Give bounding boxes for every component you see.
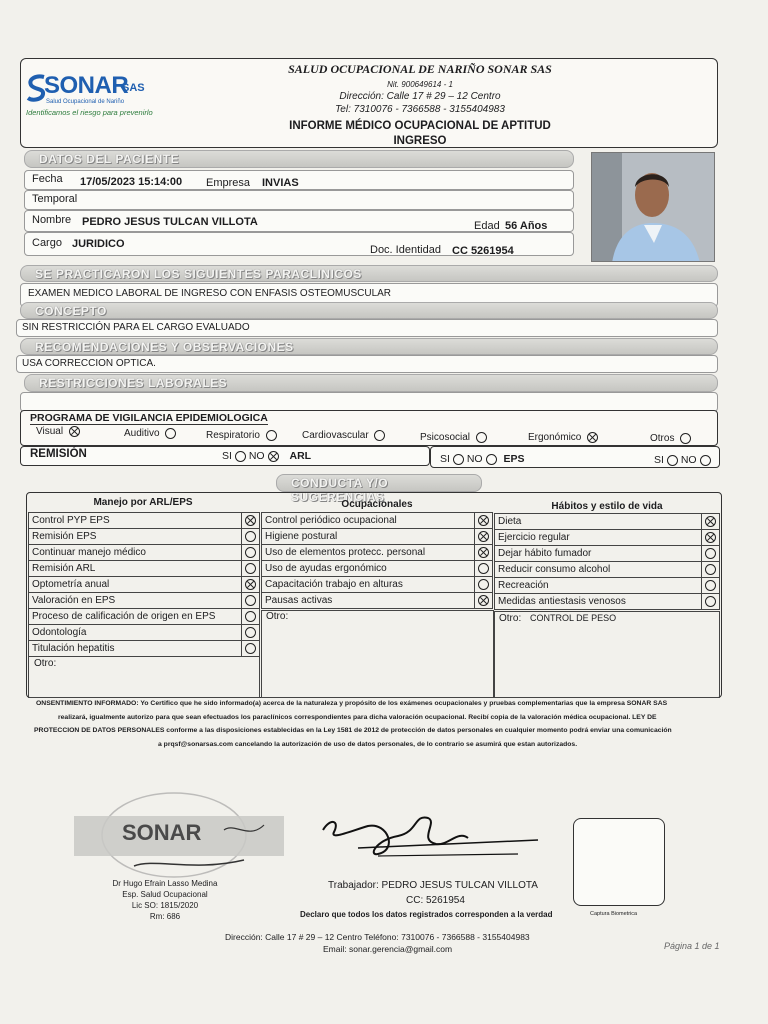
table-row bbox=[29, 609, 260, 625]
table-cell-label: Optometría anual bbox=[29, 577, 242, 593]
table-cell-label: Remisión EPS bbox=[29, 529, 242, 545]
worker-signature-strokes bbox=[318, 810, 548, 870]
col3-otro-value: CONTROL DE PESO bbox=[530, 613, 617, 623]
table-cell-check bbox=[242, 577, 260, 593]
table-cell-check bbox=[702, 562, 720, 578]
conducta-band bbox=[276, 474, 482, 504]
table-cell-check bbox=[242, 625, 260, 641]
remision-arl-label: ARL bbox=[289, 450, 312, 462]
pve-item-cardiovascular bbox=[302, 430, 385, 441]
table-cell-label: Continuar manejo médico bbox=[29, 545, 242, 561]
company-nit: Nit. 900649614 - 1 bbox=[387, 80, 453, 89]
worker-declaration: Declaro que todos los datos registrados corresponden a la verdad bbox=[300, 910, 553, 919]
table-row bbox=[29, 577, 260, 593]
fecha-value: 17/05/2023 15:14:00 bbox=[80, 176, 183, 188]
logo-subtitle: Salud Ocupacional de Nariño bbox=[46, 99, 125, 105]
table-cell-check bbox=[242, 609, 260, 625]
restricciones-band bbox=[24, 374, 718, 392]
pve-item-label: Auditivo bbox=[124, 428, 160, 440]
empty-circle-icon[interactable] bbox=[245, 547, 256, 558]
empresa-value: INVIAS bbox=[262, 177, 299, 189]
paraclinicos-band bbox=[20, 265, 718, 282]
pve-item-visual bbox=[36, 426, 80, 437]
remision-eps-label: EPS bbox=[503, 453, 525, 465]
table-row bbox=[29, 513, 260, 529]
cargo-label: Cargo bbox=[32, 237, 62, 249]
col3-header: Hábitos y estilo de vida bbox=[551, 501, 663, 512]
col2-otro-label: Otro: bbox=[266, 611, 289, 622]
table-cell-check bbox=[702, 530, 720, 546]
table-cell-check bbox=[702, 594, 720, 610]
table-cell-label: Control PYP EPS bbox=[29, 513, 242, 529]
fecha-label: Fecha bbox=[32, 173, 63, 185]
table-cell-label: Control periódico ocupacional bbox=[262, 513, 475, 529]
recomendaciones-value: USA CORRECCION OPTICA. bbox=[22, 358, 156, 369]
table-cell-label: Ejercicio regular bbox=[495, 530, 702, 546]
logo-suffix: SAS bbox=[122, 82, 145, 94]
footer-email: Email: sonar.gerencia@gmail.com bbox=[323, 944, 453, 954]
consent-line-2: realizará, igualmente autorizo para que sean efectuados los paraclínicos correspondientes para dicha valoración ocupacional. Recibí copia de la valoración médica ocupacional. LEY DE bbox=[58, 714, 657, 721]
edad-value: 56 Años bbox=[505, 220, 548, 232]
remision-eps-si-check[interactable] bbox=[453, 454, 464, 465]
biometric-label: Captura Biometrica bbox=[590, 911, 638, 917]
report-title: INFORME MÉDICO OCUPACIONAL DE APTITUD bbox=[289, 120, 551, 132]
empty-circle-icon[interactable] bbox=[705, 596, 716, 607]
concepto-band bbox=[20, 302, 718, 319]
doctor-seal bbox=[74, 780, 284, 880]
concepto-title: CONCEPTO bbox=[35, 304, 107, 318]
conducta-title: CONDUCTA Y/O SUGERENCIAS bbox=[291, 476, 389, 504]
table-cell-check bbox=[242, 513, 260, 529]
remision-label: REMISIÓN bbox=[30, 448, 87, 460]
biometric-box bbox=[573, 818, 665, 906]
remision-si-label: SI bbox=[654, 454, 664, 466]
table-row bbox=[29, 641, 260, 657]
nombre-label: Nombre bbox=[32, 214, 72, 226]
table-cell-check bbox=[475, 593, 493, 609]
table-row bbox=[262, 545, 493, 561]
table-cell-label: Pausas activas bbox=[262, 593, 475, 609]
pve-respiratorio-check[interactable] bbox=[266, 430, 277, 441]
pve-item-otros bbox=[650, 433, 691, 444]
table-cell-label: Proceso de calificación de origen en EPS bbox=[29, 609, 242, 625]
doctor-name: Dr Hugo Efrain Lasso Medina bbox=[112, 879, 218, 888]
pve-item-label: Respiratorio bbox=[206, 430, 260, 442]
table-cell-label: Valoración en EPS bbox=[29, 593, 242, 609]
empty-circle-icon[interactable] bbox=[245, 627, 256, 638]
table-row bbox=[29, 625, 260, 641]
edad-label: Edad bbox=[474, 220, 500, 232]
empty-circle-icon[interactable] bbox=[245, 595, 256, 606]
empty-circle-icon[interactable] bbox=[245, 643, 256, 654]
col1-otro-box bbox=[28, 656, 260, 698]
nombre-value: PEDRO JESUS TULCAN VILLOTA bbox=[82, 216, 258, 228]
doctor-seal-stamp bbox=[74, 780, 284, 880]
table-cell-check bbox=[242, 593, 260, 609]
pve-visual-check[interactable] bbox=[69, 426, 80, 437]
pve-item-label: Psicosocial bbox=[420, 432, 471, 444]
consent-line-1: ONSENTIMIENTO INFORMADO: Yo Certifico que he sido informado(a) acerca de la naturaleza y propósito de los exámenes ocupacionales y pruebas complementarias que la empresa SONAR SAS bbox=[36, 700, 668, 707]
remision-extra-si-check[interactable] bbox=[667, 455, 678, 466]
patient-photo-figure bbox=[592, 153, 715, 262]
pve-title: PROGRAMA DE VIGILANCIA EPIDEMIOLOGICA bbox=[30, 412, 268, 424]
table-cell-check bbox=[242, 529, 260, 545]
table-row bbox=[495, 578, 720, 594]
table-row bbox=[495, 530, 720, 546]
col2-header: Ocupacionales bbox=[341, 499, 413, 510]
report-type: INGRESO bbox=[393, 135, 447, 147]
conducta-col2-table bbox=[261, 512, 493, 609]
remision-extra-options bbox=[654, 454, 711, 466]
table-row bbox=[495, 514, 720, 530]
col3-otro-label: Otro: bbox=[499, 613, 522, 624]
svg-text:SONAR: SONAR bbox=[122, 820, 202, 845]
col2-otro-box bbox=[261, 610, 494, 698]
table-cell-check bbox=[475, 561, 493, 577]
table-cell-check bbox=[702, 514, 720, 530]
doctor-rm: Rm: 686 bbox=[149, 912, 181, 921]
logo-tagline: Identificamos el riesgo para prevenirlo bbox=[26, 108, 153, 117]
patient-section-band bbox=[24, 150, 574, 168]
remision-no-label: NO bbox=[248, 450, 265, 462]
table-cell-check bbox=[702, 578, 720, 594]
table-row bbox=[29, 561, 260, 577]
table-cell-check bbox=[475, 545, 493, 561]
table-cell-check bbox=[475, 577, 493, 593]
remision-arl-no-check[interactable] bbox=[268, 451, 279, 462]
checked-circle-icon[interactable] bbox=[245, 515, 256, 526]
pve-item-label: Cardiovascular bbox=[302, 430, 369, 442]
checked-circle-icon[interactable] bbox=[245, 579, 256, 590]
empty-circle-icon[interactable] bbox=[245, 611, 256, 622]
restricciones-box bbox=[20, 392, 718, 412]
table-cell-label: Dejar hábito fumador bbox=[495, 546, 702, 562]
pve-auditivo-check[interactable] bbox=[165, 428, 176, 439]
remision-no-label: NO bbox=[680, 454, 697, 466]
table-cell-label: Uso de elementos protecc. personal bbox=[262, 545, 475, 561]
table-cell-label: Medidas antiestasis venosos bbox=[495, 594, 702, 610]
sonar-logo bbox=[26, 70, 156, 130]
empty-circle-icon[interactable] bbox=[705, 564, 716, 575]
pve-item-respiratorio bbox=[206, 430, 277, 441]
footer-address: Dirección: Calle 17 # 29 – 12 Centro Teléfono: 7310076 - 7366588 - 3155404983 bbox=[225, 932, 530, 942]
remision-arl-si-check[interactable] bbox=[235, 451, 246, 462]
doc-label: Doc. Identidad bbox=[370, 244, 441, 256]
remision-si-label: SI bbox=[222, 450, 232, 462]
table-row bbox=[29, 593, 260, 609]
empty-circle-icon[interactable] bbox=[705, 548, 716, 559]
table-row bbox=[495, 546, 720, 562]
restricciones-title: RESTRICCIONES LABORALES bbox=[39, 376, 228, 390]
doctor-specialty: Esp. Salud Ocupacional bbox=[122, 890, 208, 899]
conducta-col1-table bbox=[28, 512, 260, 657]
empty-circle-icon[interactable] bbox=[245, 531, 256, 542]
patient-section-title: DATOS DEL PACIENTE bbox=[39, 152, 180, 166]
empty-circle-icon[interactable] bbox=[478, 563, 489, 574]
col1-otro-label: Otro: bbox=[34, 658, 57, 669]
empresa-label: Empresa bbox=[206, 177, 251, 189]
pve-item-label: Visual bbox=[36, 426, 64, 438]
concepto-value: SIN RESTRICCIÓN PARA EL CARGO EVALUADO bbox=[22, 322, 250, 333]
table-row bbox=[262, 561, 493, 577]
remision-si-label: SI bbox=[440, 453, 450, 465]
table-row bbox=[262, 593, 493, 609]
table-cell-label: Uso de ayudas ergonómico bbox=[262, 561, 475, 577]
table-cell-check bbox=[242, 545, 260, 561]
table-cell-label: Dieta bbox=[495, 514, 702, 530]
paraclinicos-value: EXAMEN MEDICO LABORAL DE INGRESO CON ENFASIS OSTEOMUSCULAR bbox=[28, 288, 392, 299]
empty-circle-icon[interactable] bbox=[478, 579, 489, 590]
col1-header: Manejo por ARL/EPS bbox=[93, 497, 193, 508]
pve-item-auditivo bbox=[124, 428, 176, 439]
pve-otros-check[interactable] bbox=[680, 433, 691, 444]
pve-item-label: Ergonómico bbox=[528, 432, 582, 444]
patient-row-2 bbox=[24, 190, 574, 210]
worker-signature bbox=[318, 810, 548, 870]
table-row bbox=[495, 562, 720, 578]
pve-item-label: Otros bbox=[650, 433, 675, 445]
remision-no-label: NO bbox=[466, 453, 483, 465]
checked-circle-icon[interactable] bbox=[705, 516, 716, 527]
pve-cardiovascular-check[interactable] bbox=[374, 430, 385, 441]
table-cell-check bbox=[242, 641, 260, 657]
table-row bbox=[262, 529, 493, 545]
paraclinicos-title: SE PRACTICARON LOS SIGUIENTES PARACLINICOS bbox=[35, 267, 362, 281]
conducta-col3-table bbox=[494, 513, 720, 610]
company-phone: Tel: 7310076 - 7366588 - 3155404983 bbox=[335, 104, 505, 115]
table-cell-check bbox=[702, 546, 720, 562]
table-row bbox=[29, 545, 260, 561]
company-name: SALUD OCUPACIONAL DE NARIÑO SONAR SAS bbox=[288, 62, 552, 76]
col3-otro-box bbox=[494, 611, 720, 698]
doc-value: CC 5261954 bbox=[452, 245, 514, 257]
table-cell-check bbox=[475, 513, 493, 529]
footer-page: Página 1 de 1 bbox=[664, 941, 720, 951]
worker-label: Trabajador: PEDRO JESUS TULCAN VILLOTA bbox=[328, 880, 538, 891]
table-cell-label: Recreación bbox=[495, 578, 702, 594]
checked-circle-icon[interactable] bbox=[478, 595, 489, 606]
consent-line-3: PROTECCION DE DATOS PERSONALES conforme a las disposiciones establecidas en la Ley 1581 de 2012 de protección de datos personales en cualquier momento podrá enviar una comunicación bbox=[34, 727, 672, 734]
table-cell-label: Capacitación trabajo en alturas bbox=[262, 577, 475, 593]
remision-extra-no-check[interactable] bbox=[700, 455, 711, 466]
checked-circle-icon[interactable] bbox=[705, 532, 716, 543]
table-cell-label: Higiene postural bbox=[262, 529, 475, 545]
logo-text: SONAR bbox=[44, 72, 129, 99]
pve-ergonomico-check[interactable] bbox=[587, 432, 598, 443]
checked-circle-icon[interactable] bbox=[478, 515, 489, 526]
pve-psicosocial-check[interactable] bbox=[476, 432, 487, 443]
recomendaciones-band bbox=[20, 338, 718, 355]
patient-photo bbox=[591, 152, 715, 262]
remision-eps-options bbox=[440, 453, 525, 465]
empty-circle-icon[interactable] bbox=[245, 563, 256, 574]
empty-circle-icon[interactable] bbox=[705, 580, 716, 591]
remision-eps-no-check[interactable] bbox=[486, 454, 497, 465]
checked-circle-icon[interactable] bbox=[478, 531, 489, 542]
table-row bbox=[29, 529, 260, 545]
table-cell-label: Reducir consumo alcohol bbox=[495, 562, 702, 578]
temporal-label: Temporal bbox=[32, 193, 78, 205]
recomendaciones-title: RECOMENDACIONES Y OBSERVACIONES bbox=[35, 340, 294, 354]
table-row bbox=[262, 513, 493, 529]
table-row bbox=[262, 577, 493, 593]
company-address: Dirección: Calle 17 # 29 – 12 Centro bbox=[339, 91, 501, 102]
table-cell-label: Titulación hepatitis bbox=[29, 641, 242, 657]
consent-line-4: a prqsf@sonarsas.com cancelando la autorización de uso de datos personales, de lo contrario se asumirá que estan autorizados. bbox=[158, 741, 578, 748]
table-cell-check bbox=[475, 529, 493, 545]
worker-cc: CC: 5261954 bbox=[406, 895, 465, 906]
table-row bbox=[495, 594, 720, 610]
cargo-value: JURIDICO bbox=[72, 238, 125, 250]
pve-item-ergonomico bbox=[528, 432, 598, 443]
remision-arl-options bbox=[222, 450, 311, 462]
doctor-license: Lic SO: 1815/2020 bbox=[131, 901, 199, 910]
table-cell-label: Remisión ARL bbox=[29, 561, 242, 577]
table-cell-label: Odontología bbox=[29, 625, 242, 641]
table-cell-check bbox=[242, 561, 260, 577]
checked-circle-icon[interactable] bbox=[478, 547, 489, 558]
pve-item-psicosocial bbox=[420, 432, 487, 443]
